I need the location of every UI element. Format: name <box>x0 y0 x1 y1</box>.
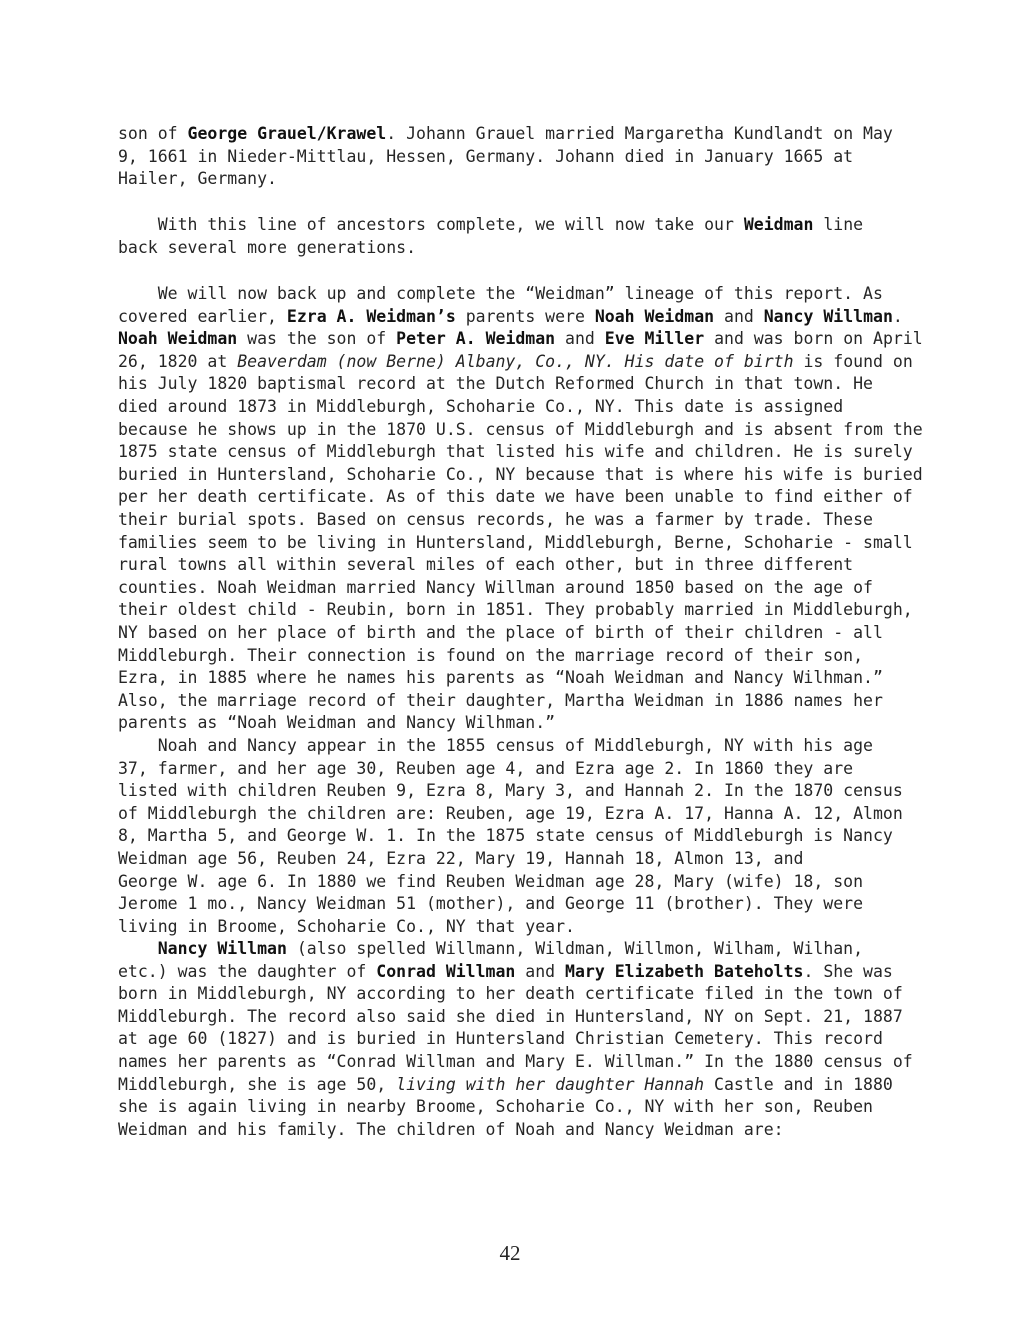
text-run: With this line of ancestors complete, we will now take our <box>118 215 744 234</box>
text-run: of Middleburgh the children are: Reuben, age 19, Ezra A. 17, Hanna A. 12, Almon <box>118 803 903 823</box>
text-run: . <box>892 306 903 326</box>
text-line <box>118 1051 948 1074</box>
bold-name: Noah Weidman <box>594 306 715 326</box>
italic-text: Beaverdam (now Berne) Albany, Co., NY. <box>237 351 615 371</box>
text-run: 9, 1661 in Nieder-Mittlau, Hessen, Germany. Johann died in January 1665 at <box>118 146 854 166</box>
text-run: . Johann Grauel married Margaretha Kundlandt on May <box>386 124 893 143</box>
text-line <box>118 712 948 735</box>
text-run: their burial spots. Based on census records, he was a farmer by trade. These <box>118 509 873 529</box>
text-run: and was born on April <box>704 329 923 349</box>
text-run: Middleburgh. Their connection is found on the marriage record of their son, <box>118 645 864 665</box>
text-run: and <box>515 961 566 981</box>
text-run: etc.) was the daughter of <box>118 961 377 981</box>
text-run: buried in Huntersland, Schoharie Co., NY because that is where his wife is buried <box>118 464 923 484</box>
bold-name: Nancy Willman <box>157 939 287 958</box>
italic-text: living with her daughter Hannah <box>396 1074 705 1094</box>
text-line <box>118 1028 948 1051</box>
text-line <box>118 893 948 916</box>
text-line <box>118 735 948 758</box>
paragraph-census-records <box>118 735 948 938</box>
text-line <box>118 577 948 600</box>
bold-name: Conrad Willman <box>376 961 516 981</box>
text-run: George W. age 6. In 1880 we find Reuben Weidman age 28, Mary (wife) 18, son <box>118 871 864 891</box>
bold-name: George Grauel/Krawel <box>187 124 387 143</box>
text-run: counties. Noah Weidman married Nancy Willman around 1850 based on the age of <box>118 577 873 597</box>
text-line <box>118 599 948 622</box>
text-line <box>118 554 948 577</box>
text-run: and <box>714 306 764 326</box>
text-line <box>118 1006 948 1029</box>
text-run: Ezra, in 1885 where he names his parents as “Noah Weidman and Nancy Wilhman.” <box>118 668 883 688</box>
text-line <box>118 419 948 442</box>
text-line <box>118 168 948 191</box>
text-line <box>118 123 948 146</box>
text-run: Also, the marriage record of their daughter, Martha Weidman in 1886 names her <box>118 690 883 710</box>
text-run: line <box>813 215 864 234</box>
text-run: Weidman age 56, Reuben 24, Ezra 22, Mary 19, Hannah 18, Almon 13, and <box>118 848 804 868</box>
paragraph-george-grauel <box>118 123 948 191</box>
bold-name: Ezra A. Weidman’s <box>286 306 456 326</box>
text-line <box>118 645 948 668</box>
text-run: is found on <box>793 351 913 371</box>
text-line <box>118 938 948 961</box>
text-line <box>118 441 948 464</box>
text-run: rural towns all within several miles of each other, but in three different <box>118 555 854 575</box>
text-line <box>118 328 948 351</box>
text-run: . She was <box>803 961 893 981</box>
bold-name: Nancy Willman <box>763 306 893 326</box>
text-run: Middleburgh. The record also said she died in Huntersland, NY on Sept. 21, 1887 <box>118 1006 903 1026</box>
text-line <box>118 396 948 419</box>
text-run: Weidman and his family. The children of Noah and Nancy Weidman are: <box>118 1119 784 1139</box>
text-run: We will now back up and complete the “Weidman” lineage of this report. As <box>118 284 883 303</box>
text-run: per her death certificate. As of this date we have been unable to find either of <box>118 487 913 507</box>
text-line <box>118 961 948 984</box>
text-run: living in Broome, Schoharie Co., NY that year. <box>118 916 575 936</box>
text-line <box>118 825 948 848</box>
text-line <box>118 622 948 645</box>
text-run: Hailer, Germany. <box>118 169 277 189</box>
text-run <box>118 939 158 958</box>
text-run: parents were <box>455 306 595 326</box>
text-run: born in Middleburgh, NY according to her death certificate filed in the town of <box>118 984 903 1004</box>
text-line <box>118 486 948 509</box>
bold-name: Peter A. Weidman <box>396 329 556 349</box>
page-number: 42 <box>499 1241 521 1265</box>
text-line <box>118 871 948 894</box>
text-run: NY based on her place of birth and the place of birth of their children - all <box>118 622 883 642</box>
text-run: 1875 state census of Middleburgh that listed his wife and children. He is surely <box>118 442 913 462</box>
text-line <box>118 351 948 374</box>
text-line <box>118 146 948 169</box>
text-line <box>118 758 948 781</box>
text-line <box>118 1074 948 1097</box>
bold-name: Mary Elizabeth Bateholts <box>565 961 804 981</box>
bold-name: Weidman <box>743 215 814 234</box>
paragraph-nancy-willman <box>118 938 948 1141</box>
bold-name: Noah Weidman <box>118 329 238 349</box>
italic-text: His date of birth <box>624 351 794 371</box>
text-line <box>118 983 948 1006</box>
paragraph-weidman-line-intro <box>118 214 948 259</box>
text-line <box>118 1119 948 1142</box>
text-run: back several more generations. <box>118 237 417 257</box>
text-line <box>118 283 948 306</box>
text-line <box>118 803 948 826</box>
text-run: son of <box>118 124 188 143</box>
text-run: covered earlier, <box>118 306 287 326</box>
text-run: (also spelled Willmann, Wildman, Willmon, Wilham, Wilhan, <box>286 939 864 958</box>
text-line <box>118 214 948 237</box>
text-line <box>118 237 948 260</box>
text-run: their oldest child - Reubin, born in 1851. They probably married in Middleburgh, <box>118 600 913 620</box>
text-line <box>118 1096 948 1119</box>
text-run: names her parents as “Conrad Willman and Mary E. Willman.” In the 1880 census of <box>118 1051 913 1071</box>
text-run: was the son of <box>237 329 397 349</box>
text-run: listed with children Reuben 9, Ezra 8, Mary 3, and Hannah 2. In the 1870 census <box>118 781 903 801</box>
text-run: Middleburgh, she is age 50, <box>118 1074 397 1094</box>
text-run: families seem to be living in Huntersland, Middleburgh, Berne, Schoharie - small <box>118 532 913 552</box>
text-line <box>118 667 948 690</box>
text-line <box>118 532 948 555</box>
text-run: at age 60 (1827) and is buried in Huntersland Christian Cemetery. This record <box>118 1029 883 1049</box>
text-run: and <box>555 329 605 349</box>
text-run: 26, 1820 at <box>118 351 238 371</box>
text-run: 37, farmer, and her age 30, Reuben age 4, and Ezra age 2. In 1860 they are <box>118 758 854 778</box>
text-run: parents as “Noah Weidman and Nancy Wilhman.” <box>118 713 556 733</box>
text-run: because he shows up in the 1870 U.S. census of Middleburgh and is absent from the <box>118 419 923 439</box>
text-line <box>118 848 948 871</box>
text-run: 8, Martha 5, and George W. 1. In the 1875 state census of Middleburgh is Nancy <box>118 826 893 846</box>
text-run: died around 1873 in Middleburgh, Schoharie Co., NY. This date is assigned <box>118 396 844 416</box>
text-run: Castle and in 1880 <box>704 1074 893 1094</box>
text-line <box>118 306 948 329</box>
text-line <box>118 464 948 487</box>
text-line <box>118 373 948 396</box>
text-run: Jerome 1 mo., Nancy Weidman 51 (mother), and George 11 (brother). They were <box>118 894 864 914</box>
text-run: she is again living in nearby Broome, Schoharie Co., NY with her son, Reuben <box>118 1097 873 1117</box>
text-line <box>118 690 948 713</box>
text-line <box>118 916 948 939</box>
bold-name: Eve Miller <box>604 329 705 349</box>
text-line <box>118 509 948 532</box>
paragraph-noah-weidman <box>118 283 948 735</box>
text-line <box>118 780 948 803</box>
text-run: Noah and Nancy appear in the 1855 census of Middleburgh, NY with his age <box>118 736 873 755</box>
text-run: his July 1820 baptismal record at the Dutch Reformed Church in that town. He <box>118 374 873 394</box>
text-run <box>615 352 625 371</box>
